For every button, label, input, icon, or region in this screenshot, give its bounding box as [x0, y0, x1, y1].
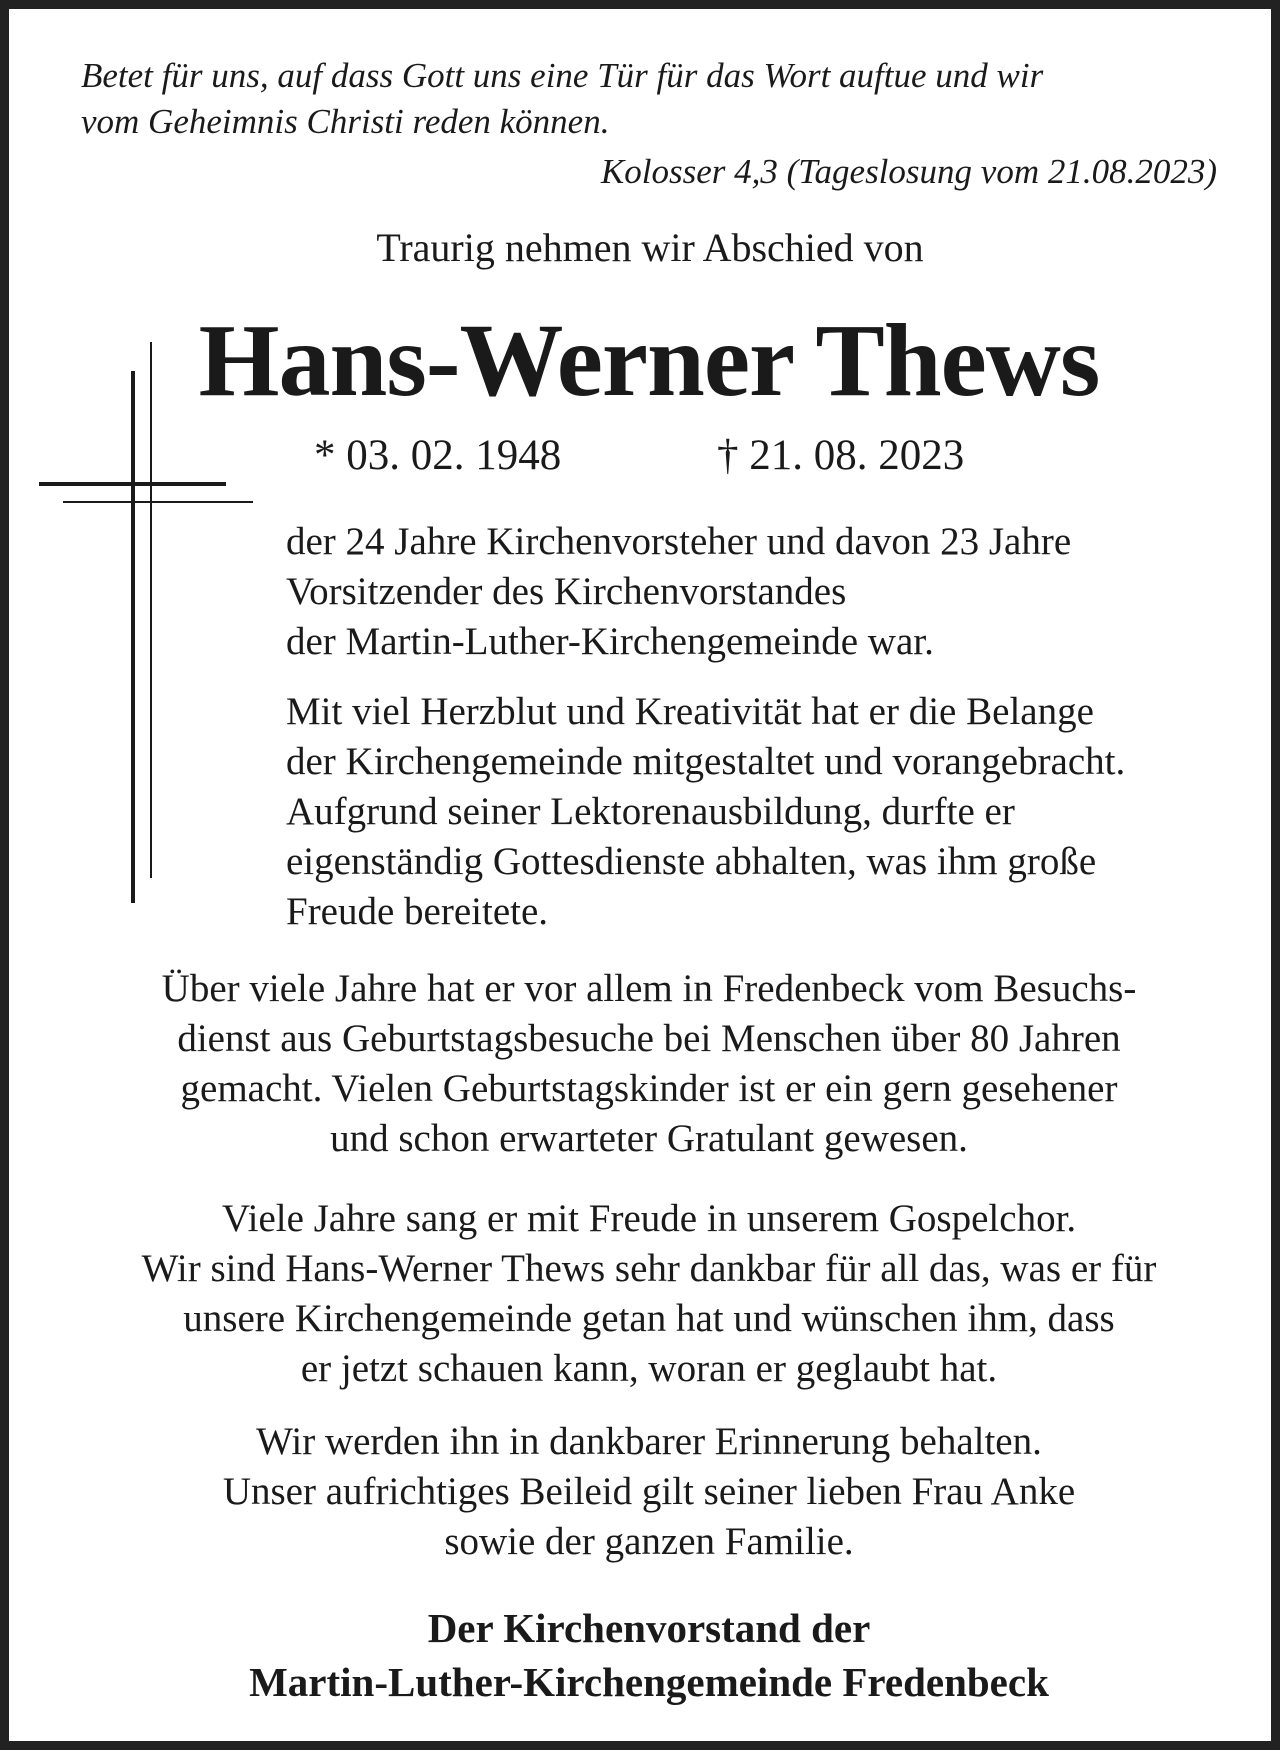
- verse-reference: Kolosser 4,3 (Tageslosung vom 21.08.2023): [600, 152, 1217, 191]
- paragraph-condolences: [9, 1417, 1280, 1567]
- deceased-name: Hans-Werner Thews: [198, 303, 1100, 418]
- signature: [9, 1601, 1280, 1709]
- verse-line-2: vom Geheimnis Christi reden können.: [81, 102, 610, 141]
- signature-line: Der Kirchenvorstand der: [427, 1605, 871, 1651]
- paragraph-line: der 24 Jahre Kirchenvorsteher und davon 23 Jahre: [286, 520, 1072, 563]
- cross-horizontal-thin-bar: [63, 501, 253, 503]
- paragraph-line: unsere Kirchengemeinde getan hat und wünschen ihm, dass: [183, 1297, 1115, 1340]
- paragraph-line: Aufgrund seiner Lektorenausbildung, durfte er: [286, 790, 1015, 833]
- paragraph-line: Freude bereitete.: [286, 890, 549, 933]
- paragraph-merits: [286, 687, 1246, 937]
- paragraph-line: der Kirchengemeinde mitgestaltet und vorangebracht.: [286, 740, 1126, 783]
- cross-vertical-thin-bar: [150, 342, 152, 878]
- bible-verse: [81, 53, 1241, 145]
- paragraph-visits: [9, 964, 1280, 1164]
- paragraph-line: gemacht. Vielen Geburtstagskinder ist er ein gern gesehener: [180, 1067, 1118, 1110]
- verse-line-1: Betet für uns, auf dass Gott uns eine Tür für das Wort auftue und wir: [81, 56, 1044, 95]
- paragraph-line: er jetzt schauen kann, woran er geglaubt hat.: [300, 1347, 998, 1390]
- paragraph-gospel-choir: [9, 1194, 1280, 1394]
- paragraph-line: Vorsitzender des Kirchenvorstandes: [286, 570, 847, 613]
- intro-text: [9, 224, 1280, 271]
- paragraph-line: Wir sind Hans-Werner Thews sehr dankbar für all das, was er für: [141, 1247, 1157, 1290]
- paragraph-line: dienst aus Geburtstagsbesuche bei Menschen über 80 Jahren: [177, 1017, 1121, 1060]
- paragraph-line: Mit viel Herzblut und Kreativität hat er die Belange: [286, 690, 1094, 733]
- paragraph-line: und schon erwarteter Gratulant gewesen.: [330, 1117, 968, 1160]
- paragraph-line: eigenständig Gottesdienste abhalten, was ihm große: [286, 840, 1097, 883]
- cross-horizontal-bar: [39, 482, 226, 486]
- paragraph-line: Wir werden ihn in dankbarer Erinnerung behalten.: [256, 1420, 1042, 1463]
- paragraph-line: Unser aufrichtiges Beileid gilt seiner lieben Frau Anke: [222, 1470, 1076, 1513]
- intro-label: Traurig nehmen wir Abschied von: [376, 225, 924, 270]
- paragraph-line: Viele Jahre sang er mit Freude in unserem Gospelchor.: [221, 1197, 1077, 1240]
- paragraph-role: [286, 517, 1246, 667]
- paragraph-line: Über viele Jahre hat er vor allem in Fredenbeck vom Besuchs-: [161, 967, 1137, 1010]
- birth-date: * 03. 02. 1948: [314, 432, 562, 479]
- cross-vertical-bar: [131, 371, 135, 903]
- signature-line: Martin-Luther-Kirchengemeinde Fredenbeck: [249, 1659, 1049, 1705]
- paragraph-line: sowie der ganzen Familie.: [444, 1520, 854, 1563]
- death-date: † 21. 08. 2023: [717, 432, 965, 479]
- paragraph-line: der Martin-Luther-Kirchengemeinde war.: [286, 620, 934, 663]
